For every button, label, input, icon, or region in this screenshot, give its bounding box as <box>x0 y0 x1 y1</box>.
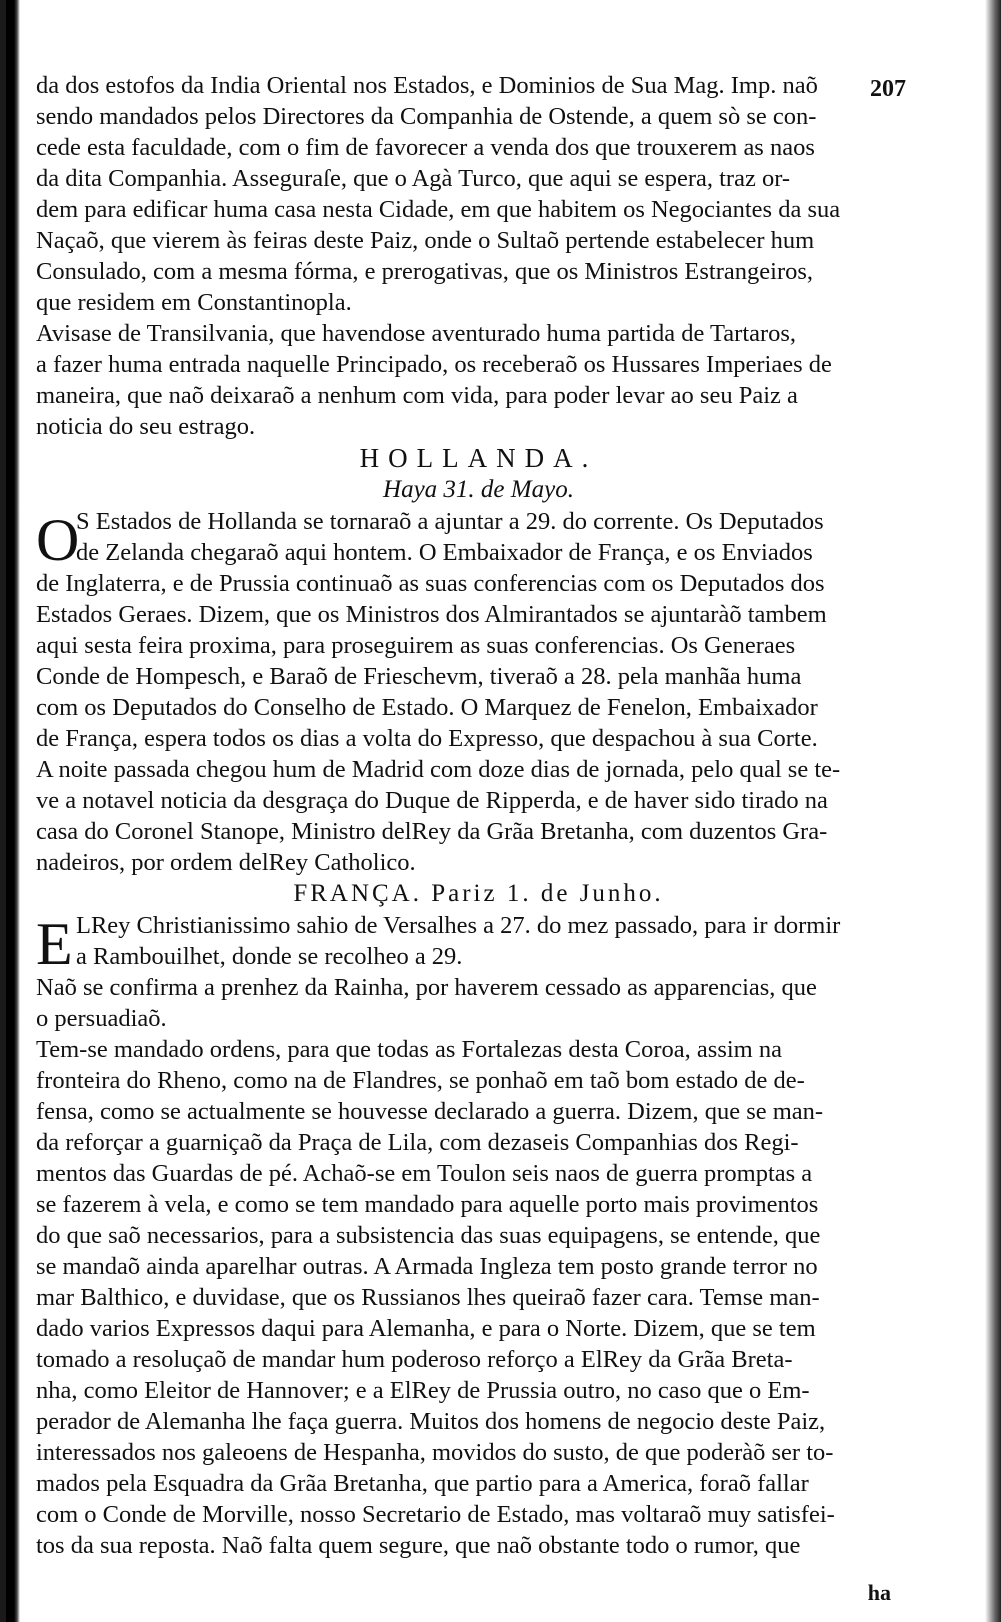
text-line: Avisase de Transilvania, que havendose aventurado huma partida de Tartaros, <box>36 320 797 347</box>
text-line: fensa, como se actualmente se houvesse declarado a guerra. Dizem, que se man- <box>36 1098 824 1125</box>
text-line: da dita Companhia. Asseguraſe, que o Agà Turco, que aqui se espera, traz or- <box>36 165 791 192</box>
text-line: Consulado, com a mesma fórma, e prerogativas, que os Ministros Estrangeiros, <box>36 258 814 285</box>
drop-cap: O <box>36 507 80 573</box>
text-line: Naõ se confirma a prenhez da Rainha, por haverem cessado as apparencias, que <box>36 974 817 1001</box>
text-line: da dos estofos da India Oriental nos Estados, e Dominios de Sua Mag. Imp. naõ <box>36 72 818 99</box>
text-line: interessados nos galeoens de Hespanha, movidos do susto, de que poderàõ ser to- <box>36 1439 834 1466</box>
text-line: maneira, que naõ deixaraõ a nenhum com vida, para poder levar ao seu Paiz a <box>36 382 798 409</box>
section-heading-hollanda: HOLLANDA. <box>359 443 598 473</box>
text-line: perador de Alemanha lhe faça guerra. Muitos dos homens de negocio deste Paiz, <box>36 1408 826 1435</box>
text-line: LRey Christianissimo sahio de Versalhes a 27. do mez passado, para ir dormir <box>76 912 841 939</box>
text-line: A noite passada chegou hum de Madrid com doze dias de jornada, pelo qual se te- <box>36 756 841 783</box>
page-edge-shadow <box>985 0 1001 1622</box>
text-line: ve a notavel noticia da desgraça do Duque de Ripperda, e de haver sido tirado na <box>36 787 828 814</box>
drop-cap: E <box>36 911 73 977</box>
paragraph-rainha <box>36 972 921 1034</box>
text-line: aqui sesta feira proxima, para proseguirem as suas conferencias. Os Generaes <box>36 632 796 659</box>
text-line: Conde de Hompesch, e Baraõ de Frieschevm, tiveraõ a 28. pela manhãa huma <box>36 663 802 690</box>
text-line: tos da sua reposta. Naõ falta quem segure, que naõ obstante todo o rumor, que <box>36 1532 801 1559</box>
text-line: noticia do seu estrago. <box>36 413 256 440</box>
text-line: S Estados de Hollanda se tornaraõ a ajuntar a 29. do corrente. Os Deputados <box>76 508 824 535</box>
text-line: da reforçar a guarniçaõ da Praça de Lila, com dezaseis Companhias dos Regi- <box>36 1129 799 1156</box>
text-line: Naçaõ, que vierem às feiras deste Paiz, onde o Sultaõ pertende estabelecer hum <box>36 227 815 254</box>
page-number: 207 <box>870 76 906 102</box>
text-line: dado varios Expressos daqui para Alemanha, e para o Norte. Dizem, que se tem <box>36 1315 816 1342</box>
text-line: de França, espera todos os dias a volta do Expresso, que despachou à sua Corte. <box>36 725 818 752</box>
text-line: com o Conde de Morville, nosso Secretario de Estado, mas voltaraõ muy satisfei- <box>36 1501 835 1528</box>
text-line: sendo mandados pelos Directores da Companhia de Ostende, a quem sò se con- <box>36 103 817 130</box>
text-line: cede esta faculdade, com o fim de favorecer a venda dos que trouxerem as naos <box>36 134 815 161</box>
paragraph-hollanda <box>36 506 921 878</box>
text-line: mar Balthico, e duvidase, que os Russianos lhes queiraõ fazer cara. Temse man- <box>36 1284 820 1311</box>
text-line: tomado a resoluçaõ de mandar hum poderoso reforço a ElRey da Grãa Breta- <box>36 1346 793 1373</box>
dateline-haya: Haya 31. de Mayo. <box>383 476 574 503</box>
text-line: a fazer huma entrada naquelle Principado, os receberaõ os Hussares Imperiaes de <box>36 351 832 378</box>
catchword: ha <box>867 1580 891 1605</box>
text-line: nha, como Eleitor de Hannover; e a ElRey de Prussia outro, no caso que o Em- <box>36 1377 810 1404</box>
paragraph-transilvania <box>36 318 921 442</box>
text-line: o persuadiaõ. <box>36 1005 167 1032</box>
text-line: a Rambouilhet, donde se recolheo a 29. <box>76 943 463 970</box>
section-heading-franca: FRANÇA. Pariz 1. de Junho. <box>293 880 664 907</box>
text-line: de Zelanda chegaraõ aqui hontem. O Embaixador de França, e os Enviados <box>76 539 813 566</box>
binding-shadow <box>6 0 20 1622</box>
text-line: nadeiros, por ordem delRey Catholico. <box>36 849 416 876</box>
text-line: mados pela Esquadra da Grãa Bretanha, que partio para a America, foraõ fallar <box>36 1470 809 1497</box>
text-line: se mandaõ ainda aparelhar outras. A Armada Ingleza tem posto grande terror no <box>36 1253 818 1280</box>
text-line: mentos das Guardas de pé. Achaõ-se em Toulon seis naos de guerra promptas a <box>36 1160 813 1187</box>
text-line: Estados Geraes. Dizem, que os Ministros dos Almirantados se ajuntaràõ tambem <box>36 601 827 628</box>
text-line: fronteira do Rheno, como na de Flandres, se ponhaõ em taõ bom estado de de- <box>36 1067 805 1094</box>
text-line: que residem em Constantinopla. <box>36 289 352 316</box>
text-line: Tem-se mandado ordens, para que todas as Fortalezas desta Coroa, assim na <box>36 1036 782 1063</box>
text-line: se fazerem à vela, e como se tem mandado para aquelle porto mais provimentos <box>36 1191 819 1218</box>
text-line: dem para edificar huma casa nesta Cidade, em que habitem os Negociantes da sua <box>36 196 841 223</box>
paragraph-fortalezas <box>36 1034 921 1561</box>
text-line: de Inglaterra, e de Prussia continuaõ as suas conferencias com os Deputados dos <box>36 570 825 597</box>
document-page <box>6 0 1001 1622</box>
text-line: com os Deputados do Conselho de Estado. O Marquez de Fenelon, Embaixador <box>36 694 818 721</box>
text-line: casa do Coronel Stanope, Ministro delRey da Grãa Bretanha, com duzentos Gra- <box>36 818 828 845</box>
paragraph-agha-turco <box>36 70 921 318</box>
text-column <box>36 70 921 1561</box>
paragraph-franca-rey <box>36 910 921 977</box>
text-line: do que saõ necessarios, para a subsistencia das suas equipagens, se entende, que <box>36 1222 821 1249</box>
